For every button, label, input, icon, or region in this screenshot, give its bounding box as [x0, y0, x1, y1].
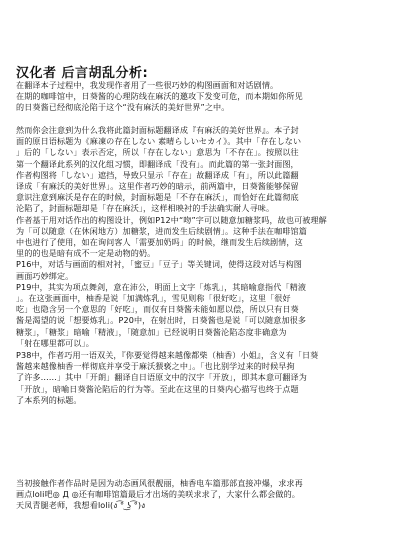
text-line: 中也进行了使用，如在询问客人「需要加奶吗」的时候，继而发生后续剧情，这: [16, 237, 303, 248]
text-line: 「开放」，暗喻日葵酱沦陷后的行为等。至此在这里的日葵内心描写也终于点题: [16, 383, 299, 394]
text-line: 画点loli吧◎ Д ◎还有咖啡馆篇最后才出场的美咲求求了，大家什么都会做的。: [16, 489, 301, 500]
text-line: 画面巧妙绑定。: [16, 270, 74, 281]
text-line: 当初接触作者作品时是因为动态画风很靓丽，柚香电车篇那部直接冲爆，求求再: [16, 478, 303, 488]
text-line: P16中，对话与画面的相对衬，「蜜豆」「豆子」等关键词，使得这段对话与构图: [16, 259, 302, 270]
text-line: 作者基于用对话作出的构图设计，例如P12中“吻”字可以随意加糖浆吗，故也可被理解: [16, 214, 327, 225]
text-line: 了许多……」其中「开朗」翻译自日语原文中的汉字「开放」，即其本意可翻译为: [16, 372, 307, 383]
text-line: 面的原日语标题为《麻凍の存在しない 素晴らしいセカイ》。其中「存在しない: [16, 136, 302, 147]
text-line: 酱越来越像柚香一样彻底并享受于麻沃猥亵之中」。「也比别学过来的时候早拘: [16, 361, 295, 372]
text-line: 在翻译本子过程中，我发现作者用了一些很巧妙的构图画面和对话剧情。: [16, 80, 279, 90]
text-line: 为「可以随意（在休闲地方）加糖浆，进而发生后续剧情」。这种手法在咖啡馆篇: [16, 225, 307, 236]
text-line: 」。在这张画面中，柚香是说「加满炼乳」，雪见则称「很好吃」，这里「很好: [16, 293, 291, 304]
text-line: 糖浆」，「糖浆」暗喻「精液」，「随意加」已经说明日葵酱沦陷态度非确意为: [16, 326, 287, 337]
text-line: 意识注意到麻沃是存在的时候，封面标题是「不存在麻沃」，而恰好在此篇彻底: [16, 192, 299, 203]
paragraph-analysis: [16, 125, 388, 349]
text-line: 「射在哪里都可以」。: [16, 337, 94, 348]
text-line: 」后的「しない」表示否定，所以「存在しない」意思为「不存在」。按照以往: [16, 147, 299, 158]
text-line: P38中，作者巧用一语双关，『你要觉得越来越像都柴（柚香）小姐』，含义有「日葵: [16, 350, 319, 360]
text-line: P19中，其实为项点舞剑，意在沛公，明面上文字「炼乳」，其暗喻意指代「精液: [16, 281, 307, 292]
text-line: 作者构图将「しない」遮挡，导致只显示「存在」故翻译成「有」，所以此篇翻: [16, 169, 299, 180]
paragraph-intro: [16, 80, 388, 114]
text-line: 然而你会注意到为什么我将此篇封面标题翻译成『有麻沃的美好世界』。本子封: [16, 125, 299, 135]
text-line: 第一个翻译此系列的汉化组习惯，即翻译成「没有」。而此篇的第一张封面图，: [16, 158, 299, 169]
text-line: 的日葵酱已经彻底沦陷于这个“没有麻沃的美好世界”之中。: [16, 102, 230, 113]
text-line: 天凤青腿老师，我想看loli(ง ͡° ͜ʖ ͡°)ง: [16, 500, 146, 511]
text-line: 沦陷了，封面标题却是「存在麻沃」，这样相映衬的手法确实耐人寻味。: [16, 203, 275, 214]
paragraph-closing: [16, 478, 388, 512]
text-line: 译成「有麻沃的美好世界」。这里作者巧妙的暗示，前两篇中，日葵酱能够保留: [16, 181, 299, 192]
page-title: 汉化者 后言胡乱分析:: [16, 66, 149, 81]
paragraph-p38: [16, 350, 388, 406]
text-line: 里的的也是暗有成不一定是动物的奶。: [16, 248, 156, 259]
text-line: 在期的咖啡馆中，日葵酱的心理防线在麻沃的邀攻下发变可危，而本期如你所见: [16, 91, 303, 102]
text-line: 吃」也隐含另一个意思的「好吃」，而仅有日葵酱未能如愿以偿，所以只有日葵: [16, 304, 299, 315]
text-line: 酱是渴望的说「想要炼乳」。P20中，在射出时，日葵酱也是说「可以随意加很多: [16, 315, 307, 326]
text-line: 了本系列的标题。: [16, 394, 82, 405]
